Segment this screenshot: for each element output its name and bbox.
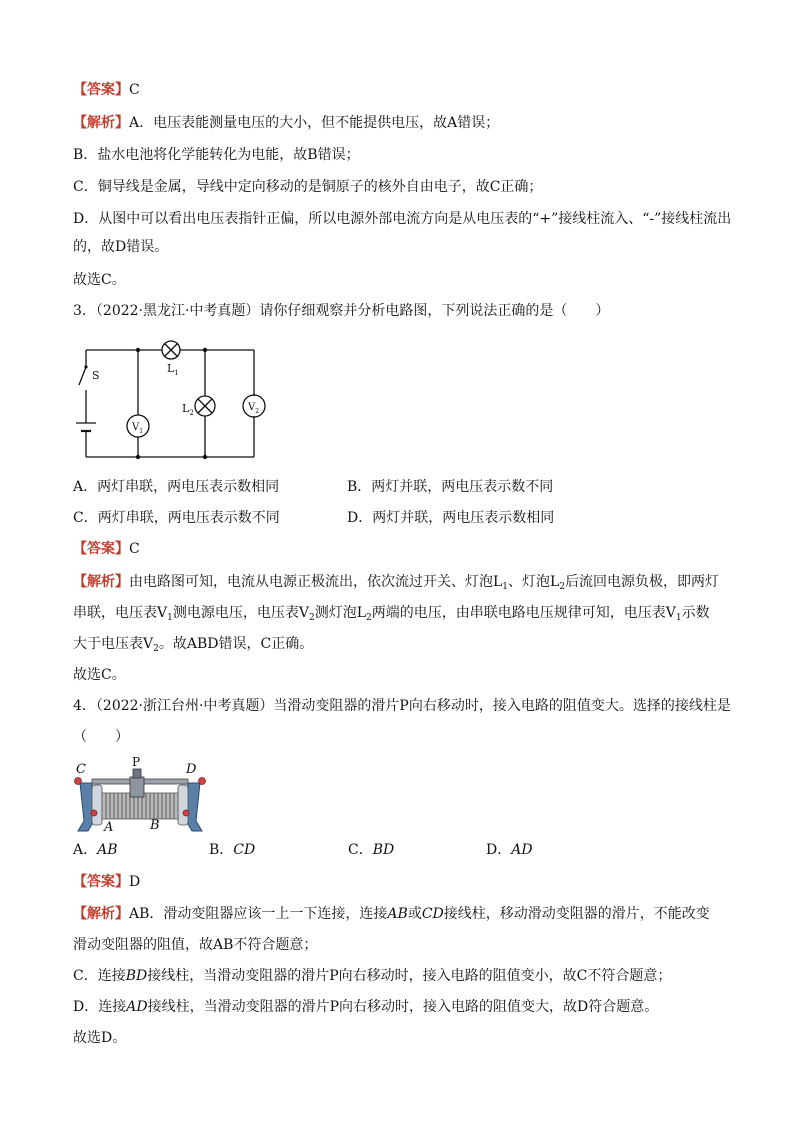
q3-option-d: D．两灯并联，两电压表示数相同 [347, 510, 555, 526]
analysis-tag: 【解析】 [73, 906, 129, 922]
answer-value: D [129, 874, 141, 890]
svg-text:D: D [186, 762, 197, 777]
switch-label: S [92, 369, 100, 382]
q2-answer-line [73, 80, 140, 100]
q3-analysis-line-2: 串联，电压表$V_1$测电源电压，电压表$V_2$测灯泡$L_2$两端的电压，由串联电路电压规律可知，电压表$V_1$示数 [73, 605, 710, 623]
q4-analysis-line-1: 【解析】AB．滑动变阻器应该一上一下连接，连接AB或CD接线柱，移动滑动变阻器的滑片，不能改变 [73, 906, 710, 922]
q4-analysis-line-4: D．连接AD接线柱，当滑动变阻器的滑片P向右移动时，接入电路的阻值变大，故D符合题意。 [73, 999, 659, 1015]
q4-option-d: D．AD [486, 842, 533, 858]
q2-analysis-line-2: B．盐水电池将化学能转化为电能，故B错误； [73, 147, 360, 163]
analysis-text: A．电压表能测量电压的大小，但不能提供电压，故A错误； [129, 115, 500, 131]
svg-text:P: P [132, 755, 141, 769]
answer-value: C [129, 541, 140, 557]
q2-analysis-line-1 [73, 113, 499, 133]
answer-tag: 【答案】 [73, 541, 129, 557]
q3-analysis-line-3: 大于电压表$V_2$。故ABD错误，C正确。 [73, 636, 314, 654]
q4-analysis-line-2: 滑动变阻器的阻值，故AB不符合题意； [73, 937, 318, 953]
svg-text:A: A [104, 820, 114, 835]
slider-p [130, 777, 144, 797]
q2-analysis-line-4: D．从图中可以看出电压表指针正偏，所以电源外部电流方向是从电压表的“+”接线柱流入、“-”接线柱流出 [73, 211, 732, 227]
terminal-d [199, 778, 206, 785]
q2-analysis-line-3: C．铜导线是金属，导线中定向移动的是铜原子的核外自由电子，故C正确； [73, 179, 543, 195]
answer-tag: 【答案】 [73, 82, 129, 98]
answer-value: C [129, 82, 140, 98]
q3-option-b: B．两灯并联，两电压表示数不同 [347, 479, 554, 495]
q4-option-c: C．BD [348, 842, 395, 858]
q2-analysis-line-5: 的，故D错误。 [73, 239, 169, 255]
terminal-b [183, 810, 189, 816]
svg-text:B: B [150, 818, 160, 833]
svg-text:C: C [76, 762, 86, 777]
answer-tag: 【答案】 [73, 874, 129, 890]
terminal-a [91, 810, 97, 816]
q4-stem-blank: （ ） [73, 729, 129, 745]
svg-text:L2: $L_2$ [182, 402, 194, 417]
q4-option-a: A．AB [73, 842, 118, 858]
q3-answer-line [73, 539, 140, 559]
q3-circuit-diagram [70, 335, 270, 465]
svg-text:V2: $V_2$ [248, 402, 260, 415]
svg-text:V1: $V_1$ [132, 422, 144, 435]
analysis-tag: 【解析】 [73, 574, 129, 590]
q3-option-a: A．两灯串联，两电压表示数相同 [73, 479, 280, 495]
q4-conclusion: 故选D。 [73, 1030, 127, 1046]
q4-answer-line [73, 872, 140, 892]
q4-stem: 4．（2022·浙江台州·中考真题）当滑动变阻器的滑片P向右移动时，接入电路的阻值变大。选择的接线柱是 [73, 698, 731, 714]
left-stand [78, 783, 94, 831]
q3-option-c: C．两灯串联，两电压表示数不同 [73, 510, 280, 526]
analysis-tag: 【解析】 [73, 115, 129, 131]
q3-stem: 3．（2022·黑龙江·中考真题）请你仔细观察并分析电路图，下列说法正确的是（ ） [73, 303, 610, 319]
q4-analysis-line-3: C．连接BD接线柱，当滑动变阻器的滑片P向右移动时，接入电路的阻值变小，故C不符合题意； [73, 968, 672, 984]
q4-option-b: B．CD [209, 842, 256, 858]
switch-blade [79, 367, 86, 385]
svg-text:L1: $L_1$ [167, 362, 179, 377]
q4-rheostat-figure [70, 755, 210, 835]
q3-conclusion: 故选C。 [73, 667, 126, 683]
q2-conclusion: 故选C。 [73, 272, 126, 288]
q3-analysis-line-1: 【解析】由电路图可知，电流从电源正极流出，依次流过开关、灯泡$L_1$、灯泡$L_2$后流回电源负极，即两灯 [73, 574, 720, 592]
terminal-c [75, 778, 82, 785]
